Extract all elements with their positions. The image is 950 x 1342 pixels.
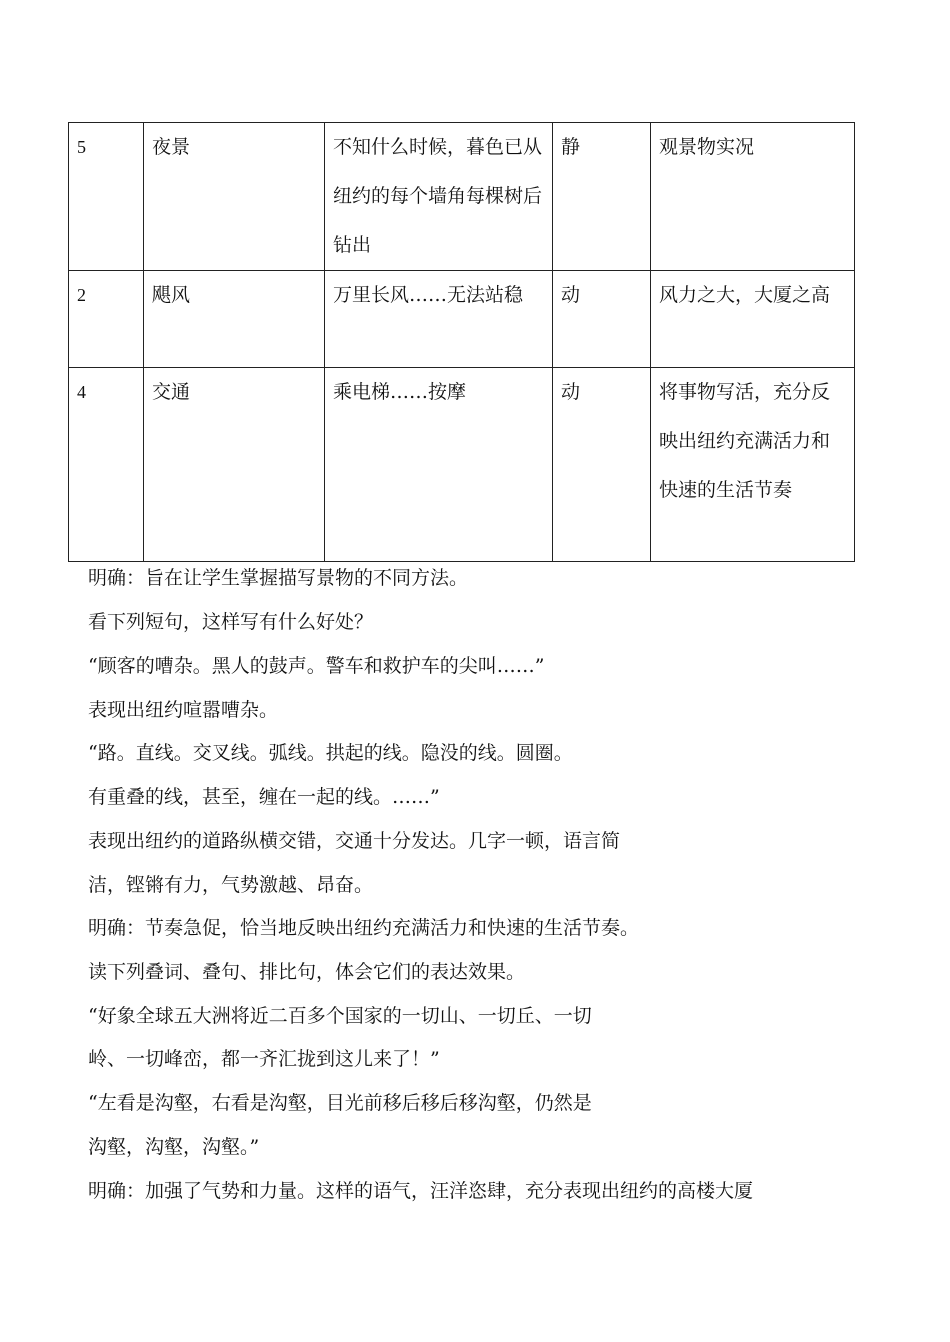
paragraph: 有重叠的线，甚至，缠在一起的线。……” <box>88 786 440 808</box>
table-cell-topic: 交通 <box>144 368 325 562</box>
quote-paragraph: “顾客的嘈杂。黑人的鼓声。警车和救护车的尖叫……” <box>88 655 545 677</box>
table-cell-mode: 静 <box>553 123 651 271</box>
table-cell-quote: 乘电梯……按摩 <box>325 368 553 562</box>
quote-paragraph: “左看是沟壑，右看是沟壑，目光前移后移后移沟壑，仍然是 <box>88 1092 592 1114</box>
table-cell-number: 5 <box>69 123 144 271</box>
table-cell-mode: 动 <box>553 368 651 562</box>
paragraph: 读下列叠词、叠句、排比句，体会它们的表达效果。 <box>88 961 526 983</box>
table-cell-effect: 观景物实况 <box>651 123 855 271</box>
paragraph: 表现出纽约喧嚣嘈杂。 <box>88 699 279 721</box>
paragraph: 看下列短句，这样写有什么好处？ <box>88 611 374 633</box>
paragraph: 明确：旨在让学生掌握描写景物的不同方法。 <box>88 567 469 589</box>
table-cell-effect: 风力之大，大厦之高 <box>651 271 855 368</box>
table-cell-mode: 动 <box>553 271 651 368</box>
table-cell-effect: 将事物写活，充分反映出纽约充满活力和快速的生活节奏 <box>651 368 855 562</box>
table-cell-topic: 夜景 <box>144 123 325 271</box>
quote-paragraph: “好象全球五大洲将近二百多个国家的一切山、一切丘、一切 <box>88 1005 592 1027</box>
paragraph: 沟壑，沟壑，沟壑。” <box>88 1136 260 1158</box>
paragraph: 洁，铿锵有力，气势激越、昂奋。 <box>88 874 374 896</box>
table-cell-topic: 飓风 <box>144 271 325 368</box>
paragraph: 表现出纽约的道路纵横交错，交通十分发达。几字一顿，语言简 <box>88 830 621 852</box>
scenery-table <box>68 122 855 562</box>
table-cell-number: 2 <box>69 271 144 368</box>
quote-paragraph: “路。直线。交叉线。弧线。拱起的线。隐没的线。圆圈。 <box>88 742 573 764</box>
table-row <box>69 368 855 562</box>
table-cell-quote: 万里长风……无法站稳 <box>325 271 553 368</box>
table-cell-quote: 不知什么时候，暮色已从纽约的每个墙角每棵树后钻出 <box>325 123 553 271</box>
paragraph: 明确：节奏急促，恰当地反映出纽约充满活力和快速的生活节奏。 <box>88 917 640 939</box>
table-row <box>69 123 855 271</box>
table-row <box>69 271 855 368</box>
paragraph: 岭、一切峰峦，都一齐汇拢到这儿来了！” <box>88 1048 440 1070</box>
paragraph: 明确：加强了气势和力量。这样的语气，汪洋恣肆，充分表现出纽约的高楼大厦 <box>88 1180 754 1202</box>
table-cell-number: 4 <box>69 368 144 562</box>
